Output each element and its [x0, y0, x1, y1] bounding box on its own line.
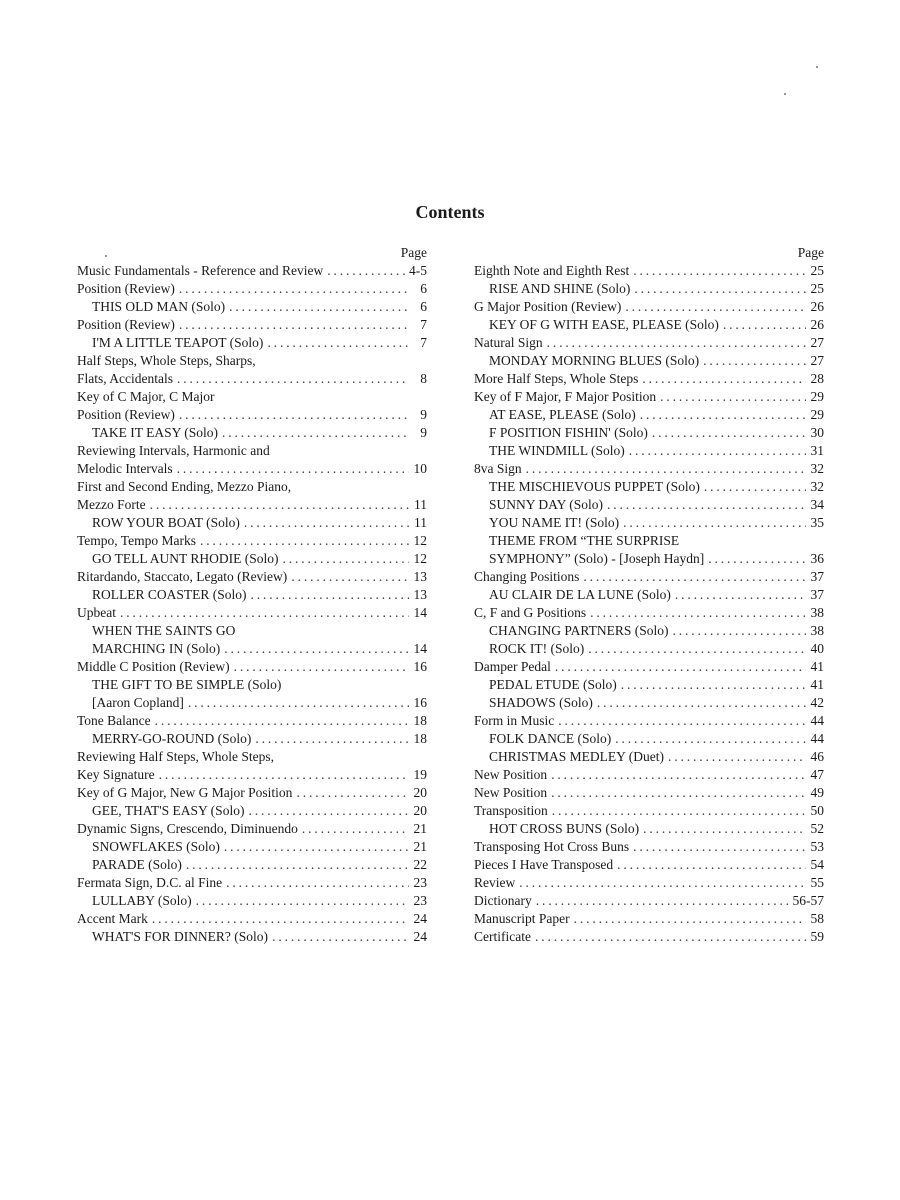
dot-leader	[152, 910, 409, 928]
toc-song-entry	[474, 442, 824, 460]
toc-entry-title: [Aaron Copland]	[92, 695, 184, 710]
toc-song-entry	[77, 838, 427, 856]
toc-entry-title: Key of F Major, F Major Position	[474, 389, 657, 404]
dot-leader	[535, 928, 806, 946]
dot-leader	[179, 406, 409, 424]
dot-leader	[283, 550, 410, 568]
toc-entry-page-number: 54	[810, 857, 824, 872]
dot-leader	[703, 352, 806, 370]
toc-entry-title: SNOWFLAKES (Solo)	[92, 839, 220, 854]
dot-leader	[623, 514, 806, 532]
toc-entry-page-number: 21	[413, 839, 427, 854]
toc-entry-title: HOT CROSS BUNS (Solo)	[489, 821, 640, 836]
dot-leader	[660, 388, 806, 406]
toc-entry-page-number: 4-5	[409, 263, 427, 278]
dot-leader	[675, 586, 806, 604]
toc-entry-title: CHANGING PARTNERS (Solo)	[489, 623, 669, 638]
dot-leader	[226, 874, 409, 892]
toc-entry-title: Review	[474, 875, 516, 890]
dot-leader	[642, 370, 806, 388]
toc-entry-page-number: 30	[810, 425, 824, 440]
toc-song-entry	[474, 640, 824, 658]
toc-entry	[77, 478, 427, 496]
toc-entry-title: MONDAY MORNING BLUES (Solo)	[489, 353, 700, 368]
dot-leader	[251, 586, 409, 604]
toc-entry-page-number: 14	[413, 605, 427, 620]
toc-entry-title: PEDAL ETUDE (Solo)	[489, 677, 617, 692]
toc-entry-title: WHAT'S FOR DINNER? (Solo)	[92, 929, 269, 944]
toc-entry	[77, 280, 427, 298]
dot-leader	[551, 784, 806, 802]
toc-entry-page-number: 18	[413, 713, 427, 728]
toc-song-entry	[474, 514, 824, 532]
toc-entry-page-number: 31	[810, 443, 824, 458]
toc-entry-page-number: 22	[413, 857, 427, 872]
toc-entry-title: Upbeat	[77, 605, 116, 620]
dot-leader	[177, 460, 409, 478]
page-column-heading: Page	[400, 245, 427, 260]
toc-entry-page-number: 11	[414, 497, 427, 512]
toc-entry-page-number: 55	[810, 875, 824, 890]
toc-entry-page-number: 6	[420, 281, 427, 296]
dot-leader	[708, 550, 806, 568]
toc-entry	[77, 874, 427, 892]
dot-leader	[222, 424, 409, 442]
toc-entry-page-number: 58	[810, 911, 824, 926]
toc-entry-page-number: 16	[413, 659, 427, 674]
toc-entry-page-number: 40	[810, 641, 824, 656]
toc-entry-title: FOLK DANCE (Solo)	[489, 731, 612, 746]
dot-leader	[224, 640, 409, 658]
toc-entry-title: THE GIFT TO BE SIMPLE (Solo)	[92, 677, 282, 692]
toc-entry	[77, 820, 427, 838]
toc-entry-title: Key Signature	[77, 767, 155, 782]
toc-entry-title: Melodic Intervals	[77, 461, 173, 476]
dot-leader	[633, 838, 806, 856]
dot-leader	[186, 856, 409, 874]
toc-entry	[474, 874, 824, 892]
toc-entry	[77, 262, 427, 280]
toc-entry	[474, 766, 824, 784]
toc-entry-page-number: 7	[420, 317, 427, 332]
dot-leader	[652, 424, 806, 442]
toc-entry	[474, 460, 824, 478]
toc-entry-page-number: 8	[420, 371, 427, 386]
toc-entry-title: GEE, THAT'S EASY (Solo)	[92, 803, 245, 818]
dot-leader	[229, 298, 409, 316]
dot-leader	[668, 748, 806, 766]
toc-entry	[77, 406, 427, 424]
toc-entry-title: MERRY-GO-ROUND (Solo)	[92, 731, 252, 746]
toc-song-entry	[77, 856, 427, 874]
toc-song-entry	[474, 622, 824, 640]
toc-entry-page-number: 19	[413, 767, 427, 782]
toc-entry-title: ROLLER COASTER (Solo)	[92, 587, 247, 602]
toc-entry	[474, 910, 824, 928]
toc-entry	[474, 334, 824, 352]
toc-entry	[474, 568, 824, 586]
toc-entry	[77, 370, 427, 388]
toc-entry-title: Tempo, Tempo Marks	[77, 533, 196, 548]
toc-entry	[474, 838, 824, 856]
dot-leader	[267, 334, 409, 352]
toc-entry-title: TAKE IT EASY (Solo)	[92, 425, 219, 440]
toc-entry-title: Position (Review)	[77, 407, 175, 422]
toc-song-entry	[77, 730, 427, 748]
toc-entry-page-number: 24	[413, 911, 427, 926]
toc-entry	[77, 784, 427, 802]
toc-entry-page-number: 27	[810, 335, 824, 350]
toc-song-entry	[77, 334, 427, 352]
toc-song-entry	[474, 316, 824, 334]
toc-entry	[77, 388, 427, 406]
dot-leader	[574, 910, 806, 928]
toc-entry-title: Transposing Hot Cross Buns	[474, 839, 630, 854]
toc-entry-page-number: 16	[413, 695, 427, 710]
dot-leader	[547, 334, 806, 352]
toc-entry-page-number: 11	[414, 515, 427, 530]
toc-entry-page-number: 47	[810, 767, 824, 782]
dot-leader	[234, 658, 409, 676]
toc-entry-page-number: 9	[420, 407, 427, 422]
toc-entry	[474, 298, 824, 316]
toc-entry-page-number: 9	[420, 425, 427, 440]
toc-entry-title: RISE AND SHINE (Solo)	[489, 281, 631, 296]
toc-entry-page-number: 44	[810, 713, 824, 728]
toc-song-entry	[77, 514, 427, 532]
toc-entry	[474, 784, 824, 802]
toc-entry-title: Eighth Note and Eighth Rest	[474, 263, 630, 278]
toc-column-left	[77, 244, 427, 946]
page-title: Contents	[415, 202, 485, 222]
toc-entry-title: Form in Music	[474, 713, 555, 728]
toc-entry-title: Damper Pedal	[474, 659, 551, 674]
dot-leader	[640, 406, 806, 424]
toc-entry-page-number: 41	[810, 659, 824, 674]
toc-song-entry	[77, 640, 427, 658]
toc-song-entry	[474, 748, 824, 766]
toc-entry-title: New Position	[474, 785, 548, 800]
dot-leader	[248, 802, 409, 820]
toc-entry-title: THE WINDMILL (Solo)	[489, 443, 625, 458]
toc-song-entry	[77, 676, 427, 694]
toc-entry-title: F POSITION FISHIN' (Solo)	[489, 425, 648, 440]
toc-entry-title: Transposition	[474, 803, 548, 818]
toc-entry-page-number: 23	[413, 875, 427, 890]
toc-entry	[474, 712, 824, 730]
toc-entry-title: G Major Position (Review)	[474, 299, 622, 314]
toc-entry	[474, 928, 824, 946]
toc-entry-title: AT EASE, PLEASE (Solo)	[489, 407, 636, 422]
toc-song-entry	[474, 532, 824, 550]
dot-leader	[704, 478, 806, 496]
toc-entry-title: Mezzo Forte	[77, 497, 146, 512]
toc-entries-left	[77, 262, 427, 946]
toc-song-entry	[474, 820, 824, 838]
toc-entry-page-number: 50	[810, 803, 824, 818]
dot-leader	[291, 568, 409, 586]
dot-leader	[552, 802, 806, 820]
toc-entry-title: LULLABY (Solo)	[92, 893, 192, 908]
dot-leader	[179, 280, 409, 298]
toc-song-entry	[474, 676, 824, 694]
dot-leader	[615, 730, 806, 748]
toc-entry-page-number: 32	[810, 479, 824, 494]
dot-leader	[272, 928, 409, 946]
toc-entry-page-number: 37	[810, 587, 824, 602]
toc-entry	[77, 316, 427, 334]
dot-leader	[672, 622, 806, 640]
toc-entry-page-number: 13	[413, 587, 427, 602]
toc-entry-title: Position (Review)	[77, 317, 175, 332]
toc-entry-page-number: 10	[413, 461, 427, 476]
toc-entry-title: YOU NAME IT! (Solo)	[489, 515, 620, 530]
dot-leader	[244, 514, 409, 532]
toc-entry-page-number: 53	[810, 839, 824, 854]
toc-entry-page-number: 34	[810, 497, 824, 512]
toc-song-entry	[77, 550, 427, 568]
toc-entry	[77, 658, 427, 676]
toc-entry	[474, 892, 824, 910]
toc-entry	[474, 604, 824, 622]
toc-entry-page-number: 26	[810, 317, 824, 332]
dot-leader	[558, 712, 806, 730]
toc-entry-page-number: 12	[413, 533, 427, 548]
toc-entry-page-number: 49	[810, 785, 824, 800]
dot-leader	[583, 568, 806, 586]
dot-leader	[159, 766, 409, 784]
toc-song-entry	[474, 730, 824, 748]
toc-entry	[474, 856, 824, 874]
toc-entry-title: Accent Mark	[77, 911, 148, 926]
toc-entry-title: Pieces I Have Transposed	[474, 857, 614, 872]
dot-leader	[551, 766, 806, 784]
toc-song-entry	[77, 802, 427, 820]
toc-entry	[77, 766, 427, 784]
toc-entry	[77, 604, 427, 622]
dot-leader	[643, 820, 806, 838]
toc-entry-page-number: 23	[413, 893, 427, 908]
toc-entry-page-number: 14	[413, 641, 427, 656]
dot-leader	[327, 262, 405, 280]
toc-entry	[474, 388, 824, 406]
toc-entry-page-number: 12	[413, 551, 427, 566]
toc-entry-title: Dictionary	[474, 893, 532, 908]
toc-entry-title: Half Steps, Whole Steps, Sharps,	[77, 353, 256, 368]
toc-entry	[77, 568, 427, 586]
toc-entry-title: 8va Sign	[474, 461, 522, 476]
toc-entry-title: Manuscript Paper	[474, 911, 570, 926]
toc-entry	[474, 262, 824, 280]
toc-entry-title: Ritardando, Staccato, Legato (Review)	[77, 569, 288, 584]
toc-entry-title: Reviewing Intervals, Harmonic and	[77, 443, 270, 458]
dot-leader	[150, 496, 409, 514]
toc-entry	[474, 370, 824, 388]
toc-entry-page-number: 7	[420, 335, 427, 350]
toc-entry-title: Key of G Major, New G Major Position	[77, 785, 293, 800]
dot-leader	[296, 784, 409, 802]
toc-entry-title: PARADE (Solo)	[92, 857, 182, 872]
dot-leader	[617, 856, 806, 874]
toc-entry-page-number: 27	[810, 353, 824, 368]
toc-entry-page-number: 24	[413, 929, 427, 944]
scan-speck	[105, 255, 107, 257]
dot-leader	[629, 442, 806, 460]
toc-song-entry	[77, 298, 427, 316]
dot-leader	[196, 892, 409, 910]
toc-entry-title: SYMPHONY” (Solo) - [Joseph Haydn]	[489, 551, 705, 566]
toc-song-entry	[474, 406, 824, 424]
toc-entry-title: More Half Steps, Whole Steps	[474, 371, 639, 386]
toc-entry	[77, 352, 427, 370]
dot-leader	[155, 712, 409, 730]
dot-leader	[590, 604, 806, 622]
toc-entry-title: Flats, Accidentals	[77, 371, 173, 386]
toc-entry-page-number: 6	[420, 299, 427, 314]
toc-entry-page-number: 29	[810, 407, 824, 422]
dot-leader	[120, 604, 409, 622]
toc-entry	[77, 532, 427, 550]
toc-entry-title: THEME FROM “THE SURPRISE	[489, 533, 680, 548]
toc-entry-title: Dynamic Signs, Crescendo, Diminuendo	[77, 821, 298, 836]
toc-entry-title: GO TELL AUNT RHODIE (Solo)	[92, 551, 279, 566]
toc-song-entry	[474, 352, 824, 370]
toc-entry-title: Certificate	[474, 929, 531, 944]
toc-entry-title: New Position	[474, 767, 548, 782]
toc-entry-title: KEY OF G WITH EASE, PLEASE (Solo)	[489, 317, 719, 332]
toc-song-entry	[474, 280, 824, 298]
toc-entry	[77, 460, 427, 478]
dot-leader	[224, 838, 409, 856]
toc-song-entry	[77, 694, 427, 712]
toc-entry-page-number: 18	[413, 731, 427, 746]
toc-entry-page-number: 46	[810, 749, 824, 764]
toc-entry-title: ROW YOUR BOAT (Solo)	[92, 515, 240, 530]
toc-entry-title: THIS OLD MAN (Solo)	[92, 299, 226, 314]
toc-entries-right	[474, 262, 824, 946]
toc-entry-page-number: 42	[810, 695, 824, 710]
toc-entry-title: Changing Positions	[474, 569, 580, 584]
toc-entry-title: Music Fundamentals - Reference and Review	[77, 263, 324, 278]
toc-entry-title: First and Second Ending, Mezzo Piano,	[77, 479, 292, 494]
toc-song-entry	[77, 586, 427, 604]
toc-entry-page-number: 59	[810, 929, 824, 944]
scan-speck	[816, 66, 818, 68]
toc-song-entry	[77, 892, 427, 910]
toc-entry-page-number: 25	[810, 263, 824, 278]
dot-leader	[536, 892, 789, 910]
toc-entry-page-number: 26	[810, 299, 824, 314]
toc-entry-page-number: 21	[413, 821, 427, 836]
toc-song-entry	[77, 424, 427, 442]
toc-entry-title: Natural Sign	[474, 335, 543, 350]
toc-column-right	[474, 244, 824, 946]
toc-entry	[77, 442, 427, 460]
dot-leader	[177, 370, 409, 388]
toc-entry-title: AU CLAIR DE LA LUNE (Solo)	[489, 587, 671, 602]
toc-entry-title: Middle C Position (Review)	[77, 659, 230, 674]
dot-leader	[634, 280, 806, 298]
toc-song-entry	[77, 622, 427, 640]
toc-entry-title: SHADOWS (Solo)	[489, 695, 593, 710]
toc-entry-page-number: 52	[810, 821, 824, 836]
toc-entry-page-number: 44	[810, 731, 824, 746]
toc-song-entry	[474, 550, 824, 568]
toc-entry-title: Fermata Sign, D.C. al Fine	[77, 875, 223, 890]
dot-leader	[588, 640, 806, 658]
dot-leader	[188, 694, 409, 712]
toc-entry	[474, 658, 824, 676]
dot-leader	[255, 730, 409, 748]
toc-entry	[77, 910, 427, 928]
toc-entry-title: Tone Balance	[77, 713, 151, 728]
toc-song-entry	[474, 424, 824, 442]
toc-entry-page-number: 28	[810, 371, 824, 386]
toc-entry-page-number: 25	[810, 281, 824, 296]
dot-leader	[526, 460, 806, 478]
toc-entry-page-number: 41	[810, 677, 824, 692]
page-column-heading: Page	[797, 245, 824, 260]
toc-entry-title: C, F and G Positions	[474, 605, 587, 620]
dot-leader	[179, 316, 409, 334]
toc-entry-page-number: 32	[810, 461, 824, 476]
toc-entry-page-number: 29	[810, 389, 824, 404]
dot-leader	[607, 496, 806, 514]
dot-leader	[519, 874, 806, 892]
dot-leader	[200, 532, 409, 550]
toc-entry-page-number: 35	[810, 515, 824, 530]
toc-entry	[77, 496, 427, 514]
dot-leader	[555, 658, 806, 676]
dot-leader	[625, 298, 806, 316]
toc-entry-page-number: 38	[810, 623, 824, 638]
toc-entry-page-number: 37	[810, 569, 824, 584]
dot-leader	[723, 316, 806, 334]
toc-entry-page-number: 20	[413, 785, 427, 800]
toc-song-entry	[474, 496, 824, 514]
toc-song-entry	[77, 928, 427, 946]
toc-entry-title: THE MISCHIEVOUS PUPPET (Solo)	[489, 479, 700, 494]
dot-leader	[302, 820, 409, 838]
toc-entry-page-number: 56-57	[792, 893, 824, 908]
toc-song-entry	[474, 478, 824, 496]
toc-entry	[77, 712, 427, 730]
toc-entry-title: Reviewing Half Steps, Whole Steps,	[77, 749, 274, 764]
toc-entry-page-number: 36	[810, 551, 824, 566]
toc-entry-title: CHRISTMAS MEDLEY (Duet)	[489, 749, 664, 764]
toc-entry-title: ROCK IT! (Solo)	[489, 641, 585, 656]
toc-entry-title: Key of C Major, C Major	[77, 389, 215, 404]
toc-entry-page-number: 13	[413, 569, 427, 584]
dot-leader	[633, 262, 806, 280]
toc-entry-page-number: 20	[413, 803, 427, 818]
scan-speck	[784, 93, 786, 95]
dot-leader	[621, 676, 806, 694]
toc-entry-page-number: 38	[810, 605, 824, 620]
dot-leader	[597, 694, 806, 712]
toc-entry-title: I'M A LITTLE TEAPOT (Solo)	[92, 335, 264, 350]
toc-entry-title: Position (Review)	[77, 281, 175, 296]
toc-entry	[77, 748, 427, 766]
toc-song-entry	[474, 586, 824, 604]
toc-song-entry	[474, 694, 824, 712]
toc-entry-title: MARCHING IN (Solo)	[92, 641, 221, 656]
toc-entry-title: SUNNY DAY (Solo)	[489, 497, 604, 512]
toc-entry-title: WHEN THE SAINTS GO	[92, 623, 236, 638]
toc-entry	[474, 802, 824, 820]
